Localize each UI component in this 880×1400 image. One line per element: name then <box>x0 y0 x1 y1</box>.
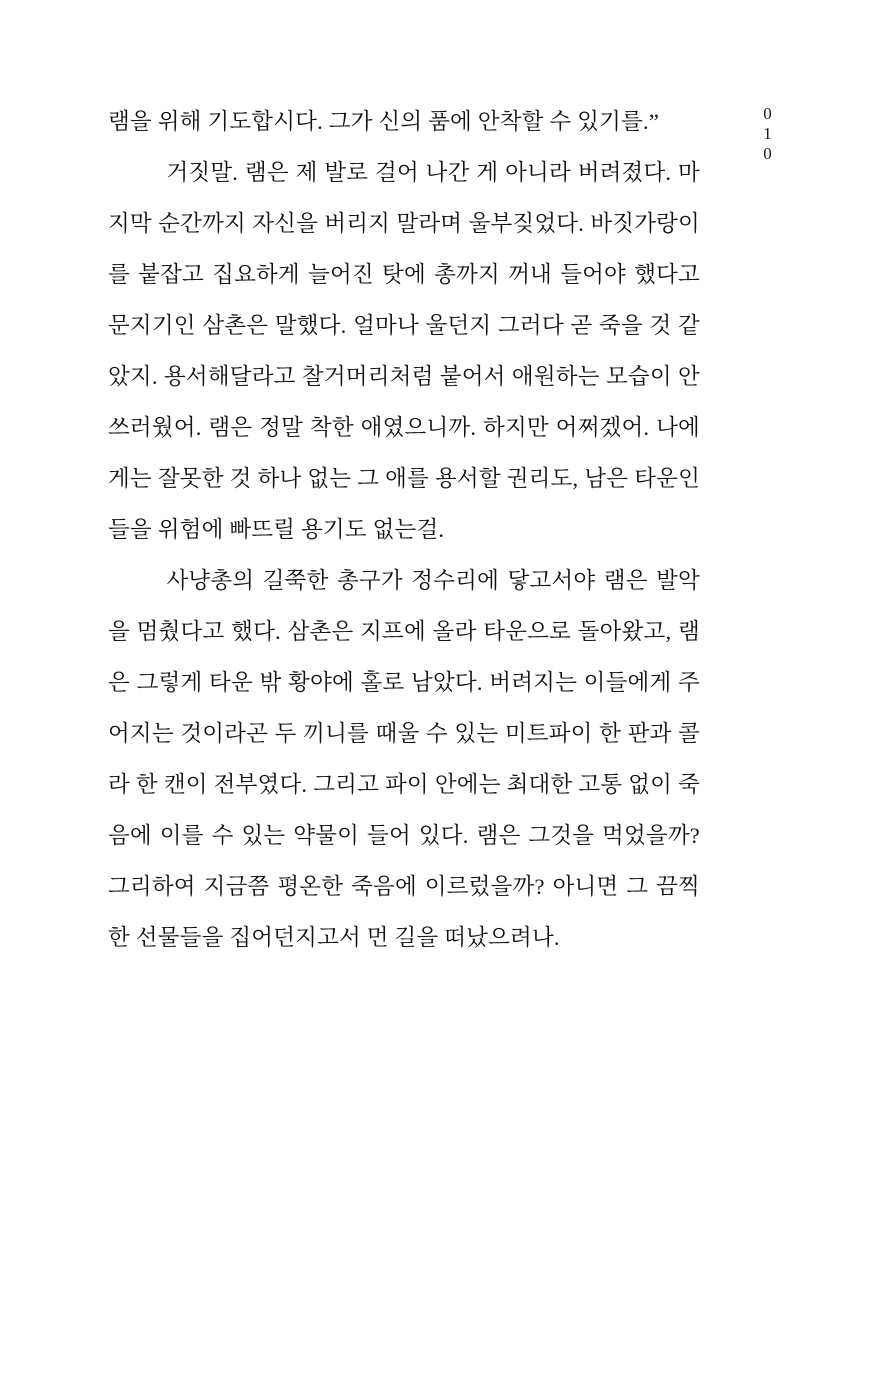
paragraph: 램을 위해 기도합시다. 그가 신의 품에 안착할 수 있기를.” <box>108 109 660 134</box>
paragraph: 거짓말. 램은 제 발로 걸어 나간 게 아니라 버려졌다. 마지막 순간까지 자신을 버리지 말라며 울부짖었다. 바짓가랑이를 붙잡고 집요하게 늘어진 탓에 총까지 꺼내 들어야 했다고 문지기인 삼촌은 말했다. 얼마나 울던지 그러다 곧 죽을 것 같았지. 용서해달라고 찰거머리처럼 붙어서 애원하는 모습이 안쓰러웠어. 램은 정말 착한 애였으니까. 하지만 어쩌겠어. 나에게는 잘못한 것 하나 없는 그 애를 용서할 권리도, 남은 타운인들을 위험에 빠뜨릴 용기도 없는걸. <box>108 160 700 542</box>
paragraph: 사냥총의 길쭉한 총구가 정수리에 닿고서야 램은 발악을 멈췄다고 했다. 삼촌은 지프에 올라 타운으로 돌아왔고, 램은 그렇게 타운 밖 황야에 홀로 남았다. 버려지는 이들에게 주어지는 것이라곤 두 끼니를 때울 수 있는 미트파이 한 판과 콜라 한 캔이 전부였다. 그리고 파이 안에는 최대한 고통 없이 죽음에 이를 수 있는 약물이 들어 있다. 램은 그것을 먹었을까? 그리하여 지금쯤 평온한 죽음에 이르렀을까? 아니면 그 끔찍한 선물들을 집어던지고서 먼 길을 떠났으려나. <box>108 568 700 950</box>
page-number: 010 <box>758 104 777 164</box>
body-text-column <box>108 96 700 963</box>
